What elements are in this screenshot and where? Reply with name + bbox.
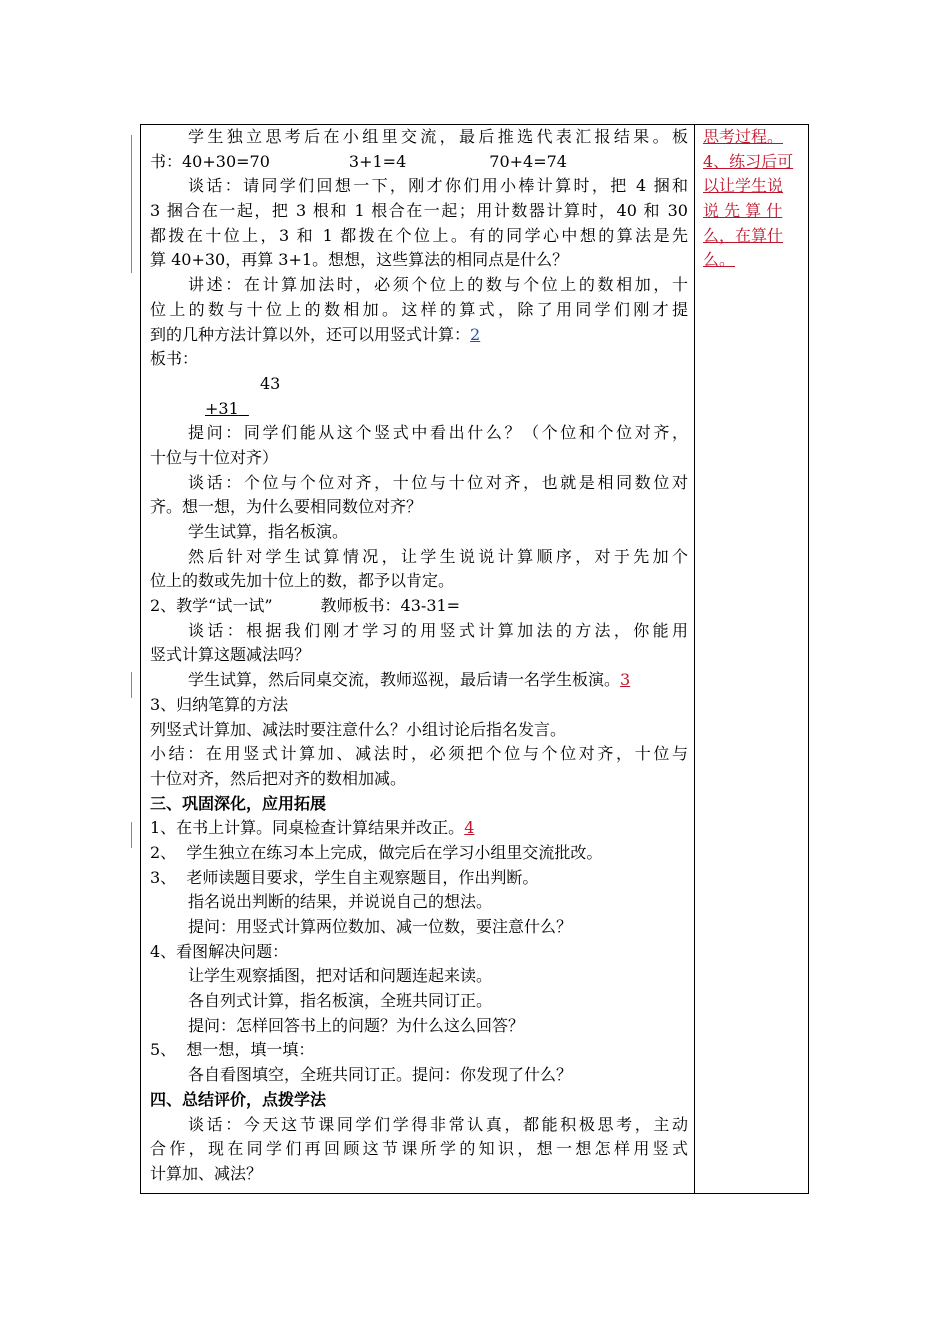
text-line: 谈话：个位与个位对齐，十位与十位对齐，也就是相同数位对 (188, 472, 688, 492)
text-line: 计算加、减法？ (150, 1163, 263, 1183)
text-line: 学生独立思考后在小组里交流，最后推选代表汇报结果。板 (188, 127, 688, 146)
text-line: 指名说出判断的结果，并说说自己的想法。 (188, 892, 493, 912)
text-line: 让学生观察插图，把对话和问题连起来读。 (188, 966, 493, 986)
annotation-line: 4、练习后可 (703, 151, 794, 171)
text-line: 各自看图填空，全班共同订正。提问：你发现了什么？ (188, 1065, 573, 1085)
annotation-line: 么。 (703, 250, 736, 270)
vertical-calc-top: 43 (260, 373, 281, 393)
text-line: 然后针对学生试算情况，让学生说说计算顺序，对于先加个 (188, 546, 688, 566)
board-equations-line (150, 150, 688, 175)
equation: 书：40+30=70 (150, 151, 270, 171)
section-heading: 四、总结评价，点拨学法 (150, 1089, 327, 1109)
lesson-content-cell (150, 125, 688, 1187)
equation: 70+4=74 (489, 151, 567, 171)
text-line (150, 323, 688, 348)
text-line: 位上的数与十位上的数相加。这样的算式，除了用同学们刚才提 (150, 299, 688, 319)
column-divider (694, 125, 695, 1193)
text: 1、在书上计算。同桌检查计算结果并改正。 (150, 818, 465, 838)
text-line: 提问：怎样回答书上的问题？为什么这么回答？ (188, 1015, 525, 1035)
text-line: 位上的数或先加十位上的数，都予以肯定。 (150, 571, 455, 591)
equation: 3+1=4 (348, 151, 407, 171)
text-line: 谈话：根据我们刚才学习的用竖式计算加法的方法，你能用 (188, 620, 688, 640)
section-line (150, 594, 688, 619)
text-line (150, 816, 688, 841)
text: 学生试算，然后同桌交流，教师巡视，最后请一名学生板演。 (188, 670, 621, 690)
text-line: 算 40+30，再算 3+1。想想，这些算法的相同点是什么？ (150, 250, 569, 270)
text-line: 列竖式计算加、减法时要注意什么？小组讨论后指名发言。 (150, 719, 567, 739)
text-line: 板书： (150, 349, 199, 369)
text-line: 齐。想一想，为什么要相同数位对齐？ (150, 497, 423, 517)
subheading: 3、归纳笔算的方法 (150, 694, 289, 714)
vertical-calc-bottom (150, 397, 688, 422)
subheading: 4、看图解决问题： (150, 941, 289, 961)
annotation-cell (703, 125, 803, 273)
text-line: 合作，现在同学们再回顾这节课所学的知识，想一想怎样用竖式 (150, 1139, 688, 1159)
text-line: 提问：同学们能从这个竖式中看出什么？（个位和个位对齐， (188, 423, 688, 443)
annotation-line: 说 先 算 什 (703, 201, 783, 221)
lesson-table (140, 124, 809, 1194)
text-line: 2、 学生独立在练习本上完成，做完后在学习小组里交流批改。 (150, 842, 603, 862)
text-line: 十位与十位对齐） (150, 447, 279, 467)
reference-link[interactable]: 3 (620, 670, 631, 690)
section-heading: 三、巩固深化，应用拓展 (150, 793, 327, 813)
margin-mark (131, 672, 132, 698)
text: 到的几种方法计算以外，还可以用竖式计算： (150, 324, 471, 344)
subheading: 2、教学“试一试” (150, 596, 273, 616)
text-line: 提问：用竖式计算两位数加、减一位数，要注意什么？ (188, 917, 573, 936)
text-line: 谈话：今天这节课同学们学得非常认真，都能积极思考，主动 (188, 1114, 688, 1134)
board-note: 教师板书：43-31= (320, 596, 461, 616)
text-line: 十位对齐，然后把对齐的数相加减。 (150, 768, 407, 788)
text-line: 讲述：在计算加法时，必须个位上的数与个位上的数相加，十 (188, 275, 688, 295)
text-line: 都拨在十位上，3 和 1 都拨在个位上。有的同学心中想的算法是先 (150, 225, 688, 245)
text-line: 3 捆合在一起，把 3 根和 1 根合在一起；用计数器计算时，40 和 30 (150, 201, 688, 221)
reference-link[interactable]: 4 (464, 818, 475, 838)
annotation-line: 么，在算什 (703, 225, 784, 245)
reference-link[interactable]: 2 (470, 324, 481, 344)
text-line (150, 668, 688, 693)
annotation-line: 思考过程。 (703, 127, 784, 146)
text-line: 各自列式计算，指名板演，全班共同订正。 (188, 991, 493, 1011)
addend: +31 (205, 398, 239, 418)
text-line: 竖式计算这题减法吗？ (150, 645, 311, 665)
margin-mark (131, 135, 132, 273)
text-line: 3、 老师读题目要求，学生自主观察题目，作出判断。 (150, 867, 539, 887)
annotation-line: 以让学生说 (703, 176, 784, 196)
text-line: 小结：在用竖式计算加、减法时，必须把个位与个位对齐，十位与 (150, 744, 688, 764)
text-line: 学生试算，指名板演。 (188, 522, 349, 541)
subheading: 5、 想一想，填一填： (150, 1040, 315, 1060)
margin-mark (131, 822, 132, 848)
text-line: 谈话：请同学们回想一下，刚才你们用小棒计算时，把 4 捆和 (188, 176, 688, 196)
